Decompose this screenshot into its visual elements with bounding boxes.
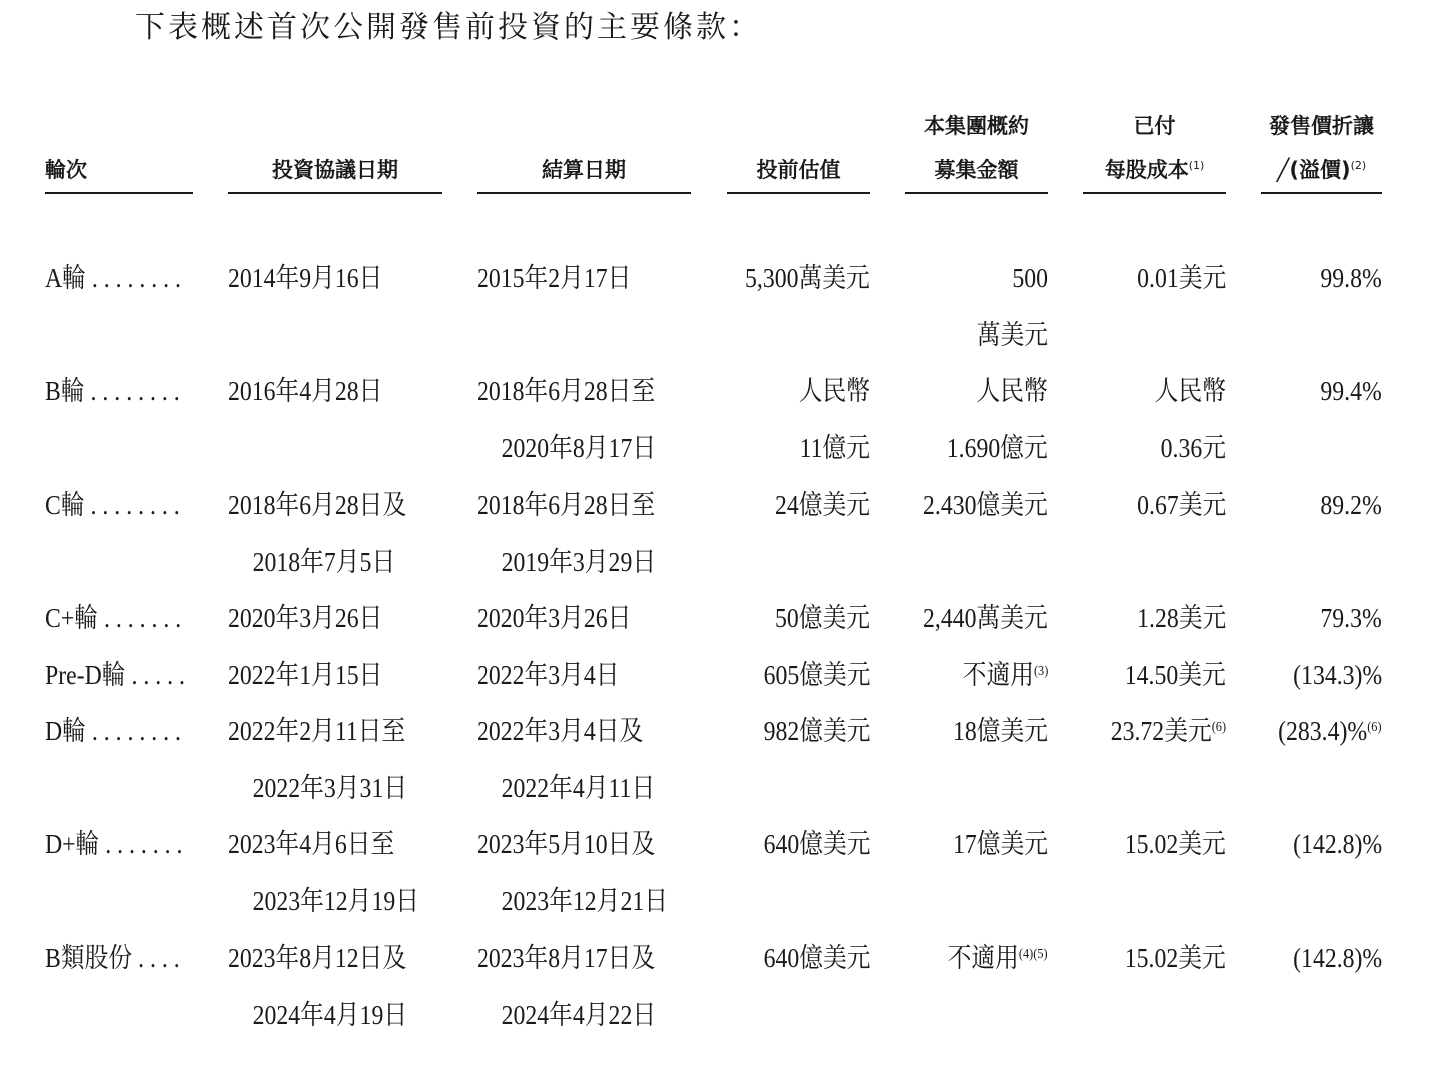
header-settlement-date-label: 結算日期	[542, 158, 626, 182]
row-dplus-discount: (142.8)%	[1292, 829, 1382, 859]
row-classb-raised-line1	[948, 930, 1048, 987]
row-cplus-cost	[1137, 590, 1226, 647]
row-b-agreement	[228, 363, 382, 420]
row-c-raised	[923, 477, 1048, 534]
row-d-agreement-line1: 2022年2月11日至	[228, 716, 406, 746]
row-a-agreement	[228, 250, 382, 307]
header-discount-line2	[1261, 148, 1382, 192]
row-dplus-settlement-line2: 2023年12月21日	[501, 886, 668, 916]
row-cplus-valuation-line1: 50億美元	[774, 603, 870, 633]
row-a-raised-line2: 萬美元	[976, 320, 1048, 350]
row-d-settlement	[477, 703, 655, 817]
row-d-agreement-line2: 2022年3月31日	[252, 773, 408, 803]
row-d-valuation-line1: 982億美元	[763, 716, 870, 746]
row-d-discount-text: (283.4)%	[1278, 716, 1368, 746]
row-c-agreement-line1: 2018年6月28日及	[228, 490, 407, 520]
row-classb-valuation	[763, 930, 870, 987]
row-cplus-valuation	[775, 590, 870, 647]
row-pred-agreement	[228, 647, 382, 704]
row-classb-agreement-line2: 2024年4月19日	[252, 1000, 408, 1030]
row-cplus-cost-line1: 1.28美元	[1136, 603, 1226, 633]
row-a-settlement	[477, 250, 631, 307]
row-pred-valuation-line1: 605億美元	[763, 660, 870, 690]
row-d-round: D輪 . . . . . . . .	[45, 716, 181, 746]
row-dplus-round: D+輪 . . . . . . .	[45, 829, 183, 859]
row-pred-agreement-line1: 2022年1月15日	[228, 660, 383, 690]
row-d-raised	[953, 703, 1048, 760]
row-classb-raised-text: 不適用	[947, 943, 1020, 973]
row-b-valuation-line1: 人民幣	[798, 376, 870, 406]
row-c-valuation	[775, 477, 870, 534]
row-b-settlement	[477, 363, 656, 477]
header-raised-line2: 募集金額	[934, 158, 1019, 182]
row-b-settlement-line2: 2020年8月17日	[501, 433, 657, 463]
row-cplus-raised-line1: 2,440萬美元	[923, 603, 1048, 633]
row-classb-cost-line1: 15.02美元	[1125, 943, 1226, 973]
row-a-raised	[977, 250, 1048, 364]
row-d-agreement	[228, 703, 407, 817]
row-dplus-agreement-line2: 2023年12月19日	[252, 886, 419, 916]
row-dplus-cost	[1125, 816, 1226, 873]
row-classb-agreement-line1: 2023年8月12日及	[228, 943, 407, 973]
header-agreement-date	[228, 108, 442, 194]
row-pred-cost	[1125, 647, 1226, 704]
row-b-round: B輪 . . . . . . . .	[45, 376, 180, 406]
row-b-valuation-line2: 11億元	[799, 433, 870, 463]
row-a-raised-line1: 500	[1012, 263, 1048, 293]
row-d-raised-line1: 18億美元	[952, 716, 1048, 746]
row-dplus-valuation-line1: 640億美元	[763, 829, 870, 859]
row-b-cost-line1: 人民幣	[1154, 376, 1226, 406]
header-discount	[1261, 108, 1382, 194]
header-pre-money-label: 投前估值	[756, 158, 841, 182]
header-pre-money	[727, 108, 870, 194]
header-cost-footnote: (1)	[1188, 159, 1205, 172]
row-dplus-valuation	[763, 816, 870, 873]
row-d-discount	[1279, 703, 1382, 760]
header-cost-line1: 已付	[1133, 114, 1176, 138]
header-cost-line2-text: 每股成本	[1104, 158, 1189, 182]
row-b-settlement-line1: 2018年6月28日至	[477, 376, 656, 406]
row-pred-valuation	[763, 647, 870, 704]
row-cplus-settlement	[477, 590, 631, 647]
row-classb-settlement	[477, 930, 656, 1044]
row-c-cost-line1: 0.67美元	[1136, 490, 1226, 520]
row-classb-cost	[1125, 930, 1226, 987]
row-a-agreement-line1: 2014年9月16日	[228, 263, 383, 293]
row-b-agreement-line1: 2016年4月28日	[228, 376, 383, 406]
row-c-round: C輪 . . . . . . . .	[45, 490, 180, 520]
row-c-settlement-line1: 2018年6月28日至	[477, 490, 656, 520]
row-a-cost-line1: 0.01美元	[1136, 263, 1226, 293]
row-cplus-discount: 79.3%	[1320, 603, 1382, 633]
header-settlement-date	[477, 108, 691, 194]
row-b-raised-line2: 1.690億元	[947, 433, 1048, 463]
row-d-cost-line1	[1111, 703, 1226, 760]
row-classb-raised	[948, 930, 1048, 987]
row-classb-discount: (142.8)%	[1292, 943, 1382, 973]
row-dplus-agreement-line1: 2023年4月6日至	[228, 829, 395, 859]
row-dplus-agreement	[228, 816, 419, 930]
row-classb-valuation-line1: 640億美元	[763, 943, 870, 973]
row-a-discount: 99.8%	[1320, 263, 1382, 293]
row-c-discount: 89.2%	[1320, 490, 1382, 520]
row-pred-raised	[962, 647, 1048, 704]
row-cplus-agreement-line1: 2020年3月26日	[228, 603, 383, 633]
row-classb-raised-footnote: (4)(5)	[1019, 947, 1048, 962]
row-classb-agreement	[228, 930, 407, 1044]
row-pred-raised-footnote: (3)	[1033, 664, 1048, 679]
row-dplus-settlement-line1: 2023年5月10日及	[477, 829, 656, 859]
row-a-settlement-line1: 2015年2月17日	[477, 263, 632, 293]
row-c-settlement	[477, 477, 656, 591]
row-classb-settlement-line1: 2023年8月17日及	[477, 943, 656, 973]
row-cplus-agreement	[228, 590, 382, 647]
row-classb-round: B類股份 . . . .	[45, 943, 180, 973]
row-a-valuation-line1: 5,300萬美元	[745, 263, 870, 293]
row-d-valuation	[763, 703, 870, 760]
header-round	[45, 108, 193, 194]
row-b-raised-line1: 人民幣	[976, 376, 1048, 406]
header-raised-line1: 本集團概約	[924, 114, 1029, 138]
row-d-discount-footnote: (6)	[1367, 720, 1382, 735]
header-raised	[905, 108, 1048, 194]
row-d-cost-footnote: (6)	[1211, 720, 1226, 735]
row-b-cost	[1155, 363, 1226, 477]
row-d-settlement-line2: 2022年4月11日	[501, 773, 656, 803]
row-pred-raised-text: 不適用	[962, 660, 1034, 690]
row-b-valuation	[799, 363, 870, 477]
row-dplus-settlement	[477, 816, 668, 930]
row-dplus-cost-line1: 15.02美元	[1125, 829, 1226, 859]
row-dplus-raised	[953, 816, 1048, 873]
row-c-cost	[1137, 477, 1226, 534]
header-cost-line2	[1083, 148, 1226, 192]
header-round-label: 輪次	[45, 158, 87, 182]
row-cplus-raised	[923, 590, 1048, 647]
header-discount-line1: 發售價折讓	[1269, 114, 1374, 138]
row-a-valuation	[745, 250, 870, 307]
row-c-agreement	[228, 477, 406, 591]
row-c-raised-line1: 2.430億美元	[923, 490, 1048, 520]
header-agreement-date-label: 投資協議日期	[272, 158, 398, 182]
row-cplus-round: C+輪 . . . . . . .	[45, 603, 182, 633]
row-pred-settlement-line1: 2022年3月4日	[477, 660, 620, 690]
row-c-valuation-line1: 24億美元	[774, 490, 870, 520]
row-c-agreement-line2: 2018年7月5日	[252, 547, 396, 577]
row-pred-cost-line1: 14.50美元	[1125, 660, 1226, 690]
row-a-round: A輪 . . . . . . . .	[45, 263, 181, 293]
row-pred-settlement	[477, 647, 620, 704]
row-dplus-raised-line1: 17億美元	[952, 829, 1048, 859]
row-d-cost-text: 23.72美元	[1110, 716, 1212, 746]
header-discount-footnote: (2)	[1350, 159, 1367, 172]
row-a-cost	[1137, 250, 1226, 307]
row-pred-round: Pre-D輪 . . . . .	[45, 660, 185, 690]
header-cost-per-share	[1083, 108, 1226, 194]
row-classb-settlement-line2: 2024年4月22日	[501, 1000, 657, 1030]
intro-text: 下表概述首次公開發售前投資的主要條款：	[135, 10, 762, 45]
row-cplus-settlement-line1: 2020年3月26日	[477, 603, 632, 633]
row-c-settlement-line2: 2019年3月29日	[501, 547, 657, 577]
row-b-raised	[947, 363, 1048, 477]
row-pred-raised-line1	[962, 647, 1048, 704]
row-b-discount: 99.4%	[1320, 376, 1382, 406]
row-b-cost-line2: 0.36元	[1160, 433, 1226, 463]
row-d-cost	[1111, 703, 1226, 760]
header-discount-line2-text: ╱(溢價)	[1276, 158, 1351, 182]
row-d-settlement-line1: 2022年3月4日及	[477, 716, 644, 746]
row-pred-discount: (134.3)%	[1292, 660, 1382, 690]
